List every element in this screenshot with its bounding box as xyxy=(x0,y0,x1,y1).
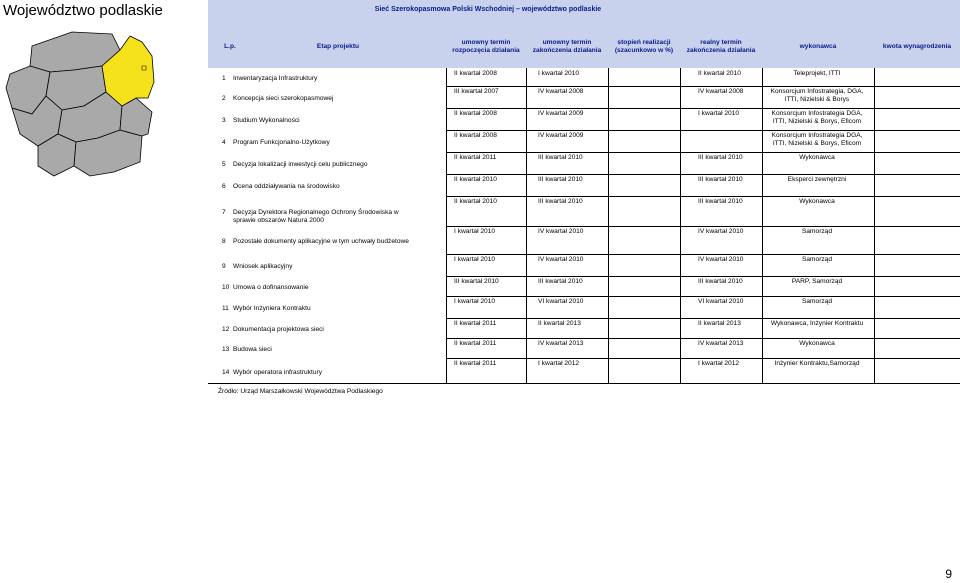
header-end-planned: umowny termin zakończenia działania xyxy=(532,39,602,54)
row-separator xyxy=(446,152,960,153)
table-row xyxy=(208,174,960,196)
row-lp: 13 xyxy=(222,346,230,353)
row-separator xyxy=(446,196,960,197)
row-end-real: III kwartał 2010 xyxy=(698,198,743,205)
row-stage: Umowa o dofinansowanie xyxy=(233,284,309,291)
row-lp: 12 xyxy=(222,326,230,333)
row-lp: 1 xyxy=(222,75,226,82)
table-row xyxy=(208,276,960,296)
table-row xyxy=(208,86,960,108)
table-row xyxy=(208,254,960,276)
row-separator xyxy=(446,108,960,109)
row-contractor: Teleprojekt, ITTI xyxy=(793,70,841,77)
row-stage: Pozostałe dokumenty aplikacyjne w tym uchwały budżetowe xyxy=(233,238,409,245)
row-end-real: I kwartał 2010 xyxy=(698,110,740,117)
row-separator xyxy=(446,358,960,359)
row-lp: 14 xyxy=(222,368,230,376)
row-end-real: IV kwartał 2008 xyxy=(698,88,744,95)
row-start: II kwartał 2010 xyxy=(454,198,497,205)
row-separator xyxy=(446,226,960,227)
row-stage: Budowa sieci xyxy=(233,346,272,353)
page-number: 9 xyxy=(945,567,952,581)
table-row xyxy=(208,108,960,130)
row-separator xyxy=(446,318,960,319)
row-start: II kwartał 2011 xyxy=(454,154,497,161)
row-start: II kwartał 2011 xyxy=(454,320,497,327)
row-end-planned: IV kwartał 2008 xyxy=(538,88,584,95)
row-end-planned: IV kwartał 2010 xyxy=(538,256,584,263)
row-end-real: III kwartał 2010 xyxy=(698,154,743,161)
row-start: II kwartał 2011 xyxy=(454,360,497,367)
row-stage: Studium Wykonalności xyxy=(233,117,300,124)
row-stage: Ocena oddziaływania na środowisko xyxy=(233,183,340,190)
row-end-planned: IV kwartał 2009 xyxy=(538,132,584,139)
poland-map xyxy=(2,26,160,186)
row-contractor: Eksperci zewnętrzni xyxy=(787,176,847,183)
row-stage: Wniosek aplikacyjny xyxy=(233,263,293,270)
row-start: III kwartał 2010 xyxy=(454,278,499,285)
row-start: II kwartał 2010 xyxy=(454,176,497,183)
header-contractor: wykonawca xyxy=(799,43,837,51)
row-lp: 2 xyxy=(222,95,226,102)
row-stage: Koncepcja sieci szerokopasmowej xyxy=(233,95,334,102)
row-end-real: II kwartał 2013 xyxy=(698,320,741,327)
row-start: II kwartał 2008 xyxy=(454,110,497,117)
row-contractor: Samorząd xyxy=(801,256,833,263)
table-bottom-line xyxy=(208,383,960,384)
row-contractor: Inżynier Kontraktu,Samorząd xyxy=(774,360,860,367)
row-lp: 11 xyxy=(222,305,229,312)
table-row xyxy=(208,68,960,86)
row-end-planned: III kwartał 2010 xyxy=(538,278,583,285)
header-start: umowny termin rozpoczęcia działania xyxy=(452,39,520,54)
row-end-real: I kwartał 2012 xyxy=(698,360,740,367)
header-stage: Etap projektu xyxy=(316,43,360,51)
row-stage: Wybór Inżyniera Kontraktu xyxy=(233,305,311,312)
row-separator xyxy=(446,296,960,297)
table-row xyxy=(208,338,960,358)
row-end-planned: IV kwartał 2013 xyxy=(538,340,584,347)
row-end-planned: III kwartał 2010 xyxy=(538,154,583,161)
row-contractor: Samorząd xyxy=(801,228,833,235)
table-row xyxy=(208,196,960,226)
row-separator xyxy=(446,174,960,175)
row-end-planned: IV kwartał 2009 xyxy=(538,110,584,117)
row-start: II kwartał 2011 xyxy=(454,340,497,347)
row-end-real: VI kwartał 2010 xyxy=(698,298,744,305)
header-lp: L.p. xyxy=(224,43,236,51)
row-lp: 10 xyxy=(222,284,230,291)
row-contractor: Konsorcjum Infostrategia DGA, ITTI, Nizielski & Borys, Eficom xyxy=(771,132,863,147)
row-end-planned: II kwartał 2013 xyxy=(538,320,581,327)
row-lp: 4 xyxy=(222,139,226,146)
row-stage: Dokumentacja projektowa sieci xyxy=(233,326,324,333)
row-end-planned: I kwartał 2012 xyxy=(538,360,580,367)
row-start: I kwartał 2010 xyxy=(454,256,496,263)
row-stage: Inwentaryzacja Infrastruktury xyxy=(233,75,318,82)
row-contractor: PARP, Samorząd xyxy=(791,278,843,285)
row-contractor: Konsorcjum Infostrategia DGA, ITTI, Nizielski & Borys, Eficom xyxy=(771,110,863,125)
table-title: Sieć Szerokopasmowa Polski Wschodniej – województwo podlaskie xyxy=(374,6,602,13)
table-row xyxy=(208,226,960,254)
row-start: II kwartał 2008 xyxy=(454,70,497,77)
schedule-table xyxy=(208,0,960,400)
header-fee: kwota wynagrodzenia xyxy=(882,43,952,51)
row-start: III kwartał 2007 xyxy=(454,88,499,95)
row-separator xyxy=(446,254,960,255)
row-end-planned: VI kwartał 2010 xyxy=(538,298,584,305)
row-contractor: Wykonawca xyxy=(799,340,835,347)
header-end-real: realny termin zakończenia działania xyxy=(686,39,756,54)
row-contractor: Samorząd xyxy=(801,298,833,305)
table-row xyxy=(208,358,960,383)
row-lp: 8 xyxy=(222,238,226,245)
row-contractor: Wykonawca, Inżynier Kontraktu xyxy=(770,320,864,327)
row-separator xyxy=(446,130,960,131)
row-end-real: III kwartał 2010 xyxy=(698,176,743,183)
row-start: I kwartał 2010 xyxy=(454,228,496,235)
table-row xyxy=(208,318,960,338)
row-lp: 7 xyxy=(222,209,226,216)
row-end-real: IV kwartał 2010 xyxy=(698,228,744,235)
row-stage: Decyzja lokalizacji inwestycji celu publicznego xyxy=(233,161,368,168)
row-end-planned: III kwartał 2010 xyxy=(538,176,583,183)
table-row xyxy=(208,152,960,174)
row-end-planned: I kwartał 2010 xyxy=(538,70,580,77)
row-lp: 3 xyxy=(222,117,226,124)
row-end-real: III kwartał 2010 xyxy=(698,278,743,285)
row-end-real: IV kwartał 2010 xyxy=(698,256,744,263)
table-row xyxy=(208,296,960,318)
row-end-real: IV kwartał 2013 xyxy=(698,340,744,347)
row-stage: Wybór operatora infrastruktury xyxy=(233,368,322,376)
row-separator xyxy=(446,276,960,277)
row-stage: Program Funkcjonalno-Użytkowy xyxy=(233,139,330,146)
row-start: I kwartał 2010 xyxy=(454,298,496,305)
page-title: Województwo podlaskie xyxy=(3,2,163,19)
row-lp: 5 xyxy=(222,161,226,168)
row-separator xyxy=(446,86,960,87)
row-separator xyxy=(446,338,960,339)
row-contractor: Wykonawca xyxy=(799,154,835,161)
row-contractor: Wykonawca xyxy=(799,198,835,205)
table-row xyxy=(208,130,960,152)
row-stage: Decyzja Dyrektora Regionalnego Ochrony Środowiska w sprawie obszarów Natura 2000 xyxy=(233,209,399,224)
row-lp: 6 xyxy=(222,183,226,190)
row-start: II kwartał 2008 xyxy=(454,132,497,139)
row-contractor: Konsorcjum Infostrategia, DGA, ITTI, Nizielski & Borys xyxy=(770,88,864,103)
row-lp: 9 xyxy=(222,263,226,270)
row-end-real: II kwartał 2010 xyxy=(698,70,741,77)
row-end-planned: III kwartał 2010 xyxy=(538,198,583,205)
header-progress: stopień realizacji (szacunkowo w %) xyxy=(614,39,674,54)
source-note: Źródło: Urząd Marszałkowski Województwa Podlaskiego xyxy=(218,388,383,395)
row-end-planned: IV kwartał 2010 xyxy=(538,228,584,235)
